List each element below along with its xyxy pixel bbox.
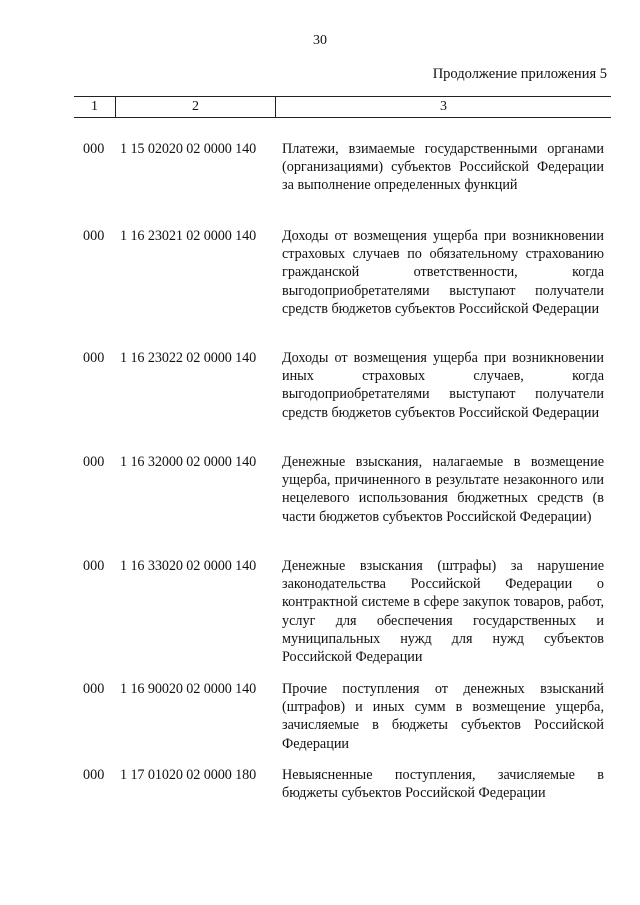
header-column-2: 2 [116,97,276,117]
income-description: Платежи, взимаемые государственными органами (организациями) субъектов Российской Федерации за выполнение определенных функций [282,141,604,194]
budget-code: 1 15 02020 02 0000 140 [120,141,257,157]
admin-code: 000 [83,454,105,470]
income-description: Доходы от возмещения ущерба при возникновении страховых случаев по обязательному страхованию гражданской ответственности, когда выгодоприобретателями выступают получатели средств бюджетов субъектов Российской Федерации [282,228,604,317]
admin-code: 000 [83,228,105,244]
income-description: Прочие поступления от денежных взысканий (штрафов) и иных сумм в возмещение ущерба, зачисляемые в бюджеты субъектов Российской Федерации [282,681,604,752]
budget-code: 1 16 90020 02 0000 140 [120,681,257,697]
continuation-label: Продолжение приложения 5 [432,66,607,82]
budget-code: 1 16 23021 02 0000 140 [120,228,257,244]
budget-code: 1 16 23022 02 0000 140 [120,350,257,366]
income-description: Невыясненные поступления, зачисляемые в бюджеты субъектов Российской Федерации [282,767,604,802]
income-description: Денежные взыскания, налагаемые в возмещение ущерба, причиненного в результате незаконного или нецелевого использования бюджетных средств (в части бюджетов субъектов Российской Федерации) [282,454,604,525]
budget-code: 1 17 01020 02 0000 180 [120,767,257,783]
table-header [74,96,611,118]
budget-code: 1 16 32000 02 0000 140 [120,454,257,470]
admin-code: 000 [83,558,105,574]
admin-code: 000 [83,350,105,366]
admin-code: 000 [83,767,105,783]
header-column-3: 3 [440,99,447,114]
budget-code: 1 16 33020 02 0000 140 [120,558,257,574]
income-description: Доходы от возмещения ущерба при возникновении иных страховых случаев, когда выгодоприобретателями выступают получатели средств бюджетов субъектов Российской Федерации [282,350,604,421]
income-description: Денежные взыскания (штрафы) за нарушение законодательства Российской Федерации о контрактной системе в сфере закупок товаров, работ, услуг для обеспечения государственных и муниципальных нужд для нужд субъектов Российской Федерации [282,558,604,666]
page-number: 30 [313,33,327,48]
header-column-1: 1 [74,97,116,117]
admin-code: 000 [83,141,105,157]
admin-code: 000 [83,681,105,697]
